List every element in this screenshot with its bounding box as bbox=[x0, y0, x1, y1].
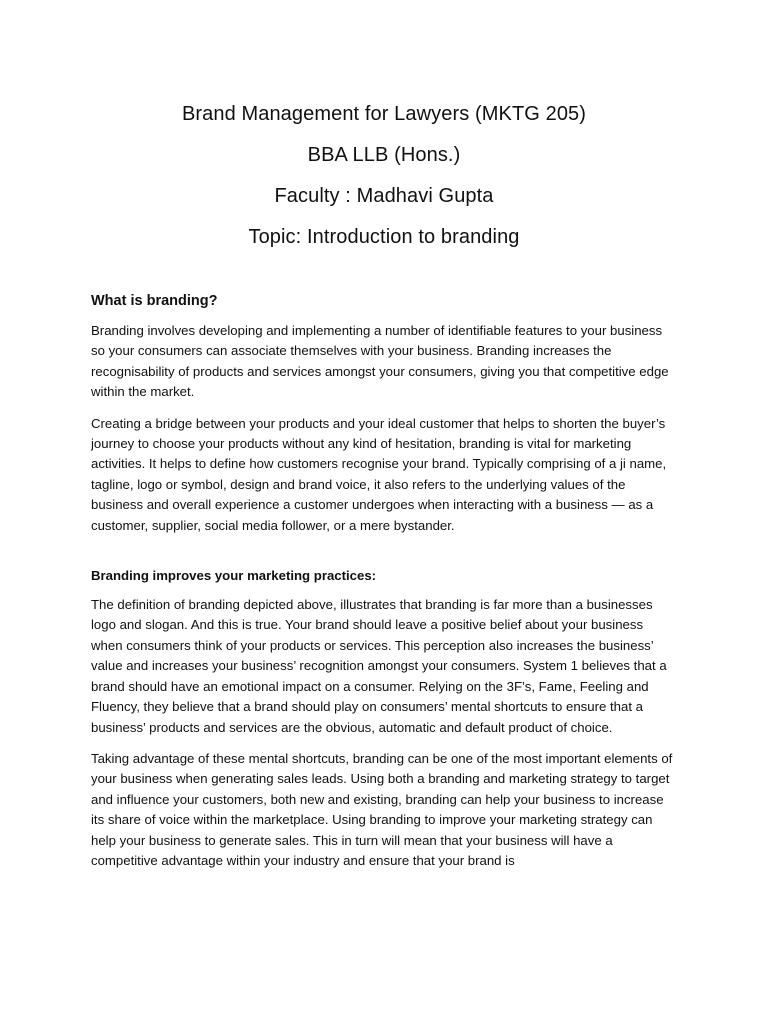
document-body bbox=[91, 291, 675, 882]
course-title: Brand Management for Lawyers (MKTG 205) bbox=[181, 103, 587, 125]
document-header bbox=[0, 94, 768, 258]
paragraph: Branding involves developing and implementing a number of identifiable features to your business so your consumers can associate themselves with your business. Branding increases the recognisability of products and services amongst your consumers, giving you that competitive edge within the market. bbox=[91, 323, 669, 400]
faculty-line: Faculty : Madhavi Gupta bbox=[274, 185, 494, 207]
topic-line: Topic: Introduction to branding bbox=[248, 226, 520, 248]
paragraph: Taking advantage of these mental shortcuts, branding can be one of the most important elements of your business when generating sales leads. Using both a branding and marketing strategy to target and influence your customers, both new and existing, branding can help your business to increase its share of voice within the marketplace. Using branding to improve your marketing strategy can help your business to generate sales. This in turn will mean that your business will have a competitive advantage within your industry and ensure that your brand is bbox=[91, 750, 673, 868]
section-heading-what-is-branding: What is branding? bbox=[91, 293, 218, 309]
paragraph: The definition of branding depicted above, illustrates that branding is far more than a businesses logo and slogan. And this is true. Your brand should leave a positive belief about your business when consumers think of your products or services. This perception also increases the business’ value and increases your business’ recognition amongst your consumers. System 1 believes that a brand should have an emotional impact on a consumer. Relying on the 3F’s, Fame, Feeling and Fluency, they believe that a brand should play on consumers’ mental shortcuts to ensure that a business’ products and services are the obvious, automatic and default product of choice. bbox=[91, 597, 667, 735]
section-heading-marketing-practices: Branding improves your marketing practices: bbox=[91, 568, 377, 584]
program-title: BBA LLB (Hons.) bbox=[307, 144, 461, 166]
paragraph: Creating a bridge between your products and your ideal customer that helps to shorten the buyer’s journey to choose your products without any kind of hesitation, branding is vital for marketing activities. It helps to define how customers recognise your brand. Typically comprising of a ji name, tagline, logo or symbol, design and brand voice, it also refers to the underlying values of the business and overall experience a customer undergoes when interacting with a business — as a customer, supplier, social media follower, or a mere bystander. bbox=[91, 415, 667, 533]
